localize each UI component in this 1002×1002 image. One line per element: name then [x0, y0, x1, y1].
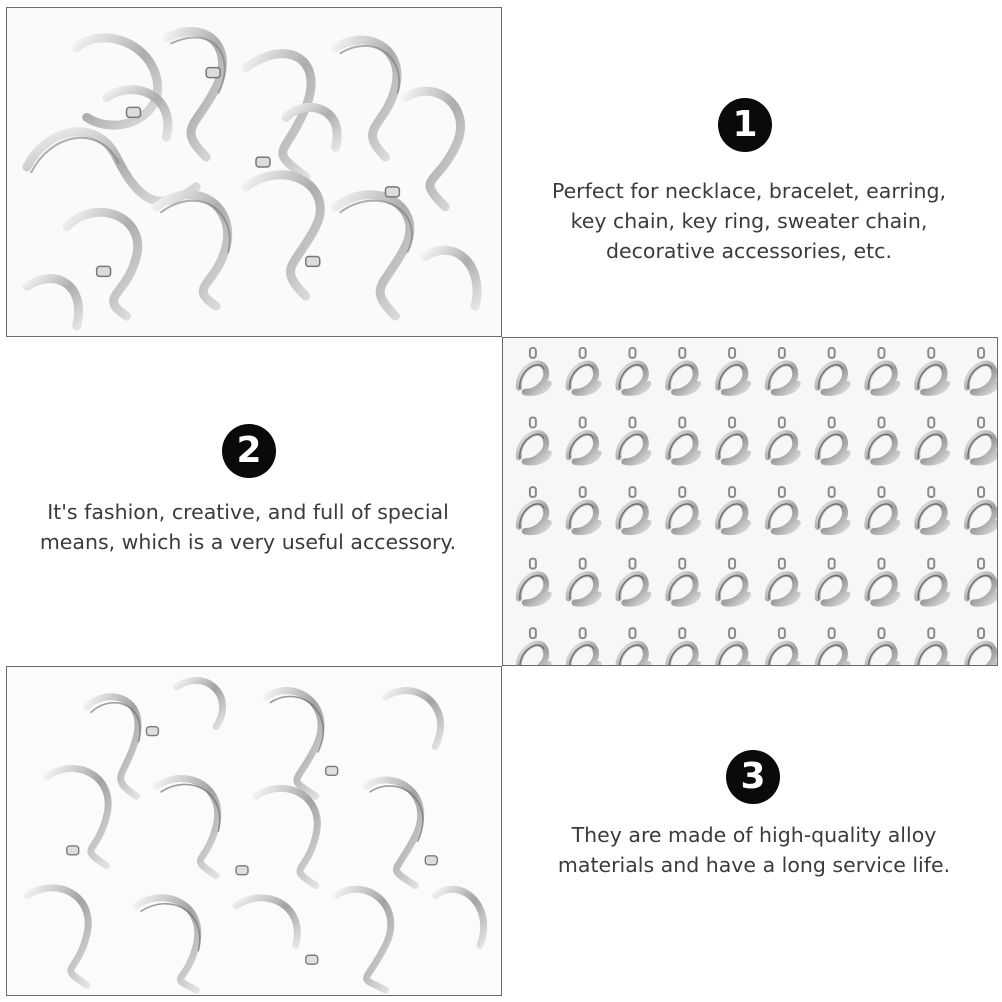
caption-2 — [20, 497, 476, 557]
caption-3-line-1: They are made of high-quality alloy — [571, 823, 937, 847]
caption-1-line-1: Perfect for necklace, bracelet, earring, — [551, 179, 947, 203]
caption-1 — [520, 176, 978, 266]
caption-1-line-3: decorative accessories, etc. — [606, 239, 892, 263]
charms-grid-image — [503, 338, 997, 665]
step-badge-3: 3 — [726, 750, 780, 804]
charms-scatter-image — [7, 667, 501, 995]
charms-pile-image — [7, 8, 501, 336]
caption-3 — [520, 820, 988, 880]
charms-pile-photo-top — [6, 7, 502, 337]
caption-1-line-2: key chain, key ring, sweater chain, — [570, 209, 928, 233]
charms-pile-photo-bottom — [6, 666, 502, 996]
step-badge-2: 2 — [222, 424, 276, 478]
step-badge-1: 1 — [718, 98, 772, 152]
caption-2-line-1: It's fashion, creative, and full of special — [47, 500, 449, 524]
charms-grid-photo — [502, 337, 998, 666]
caption-3-line-2: materials and have a long service life. — [557, 853, 951, 877]
caption-2-line-2: means, which is a very useful accessory. — [39, 530, 457, 554]
